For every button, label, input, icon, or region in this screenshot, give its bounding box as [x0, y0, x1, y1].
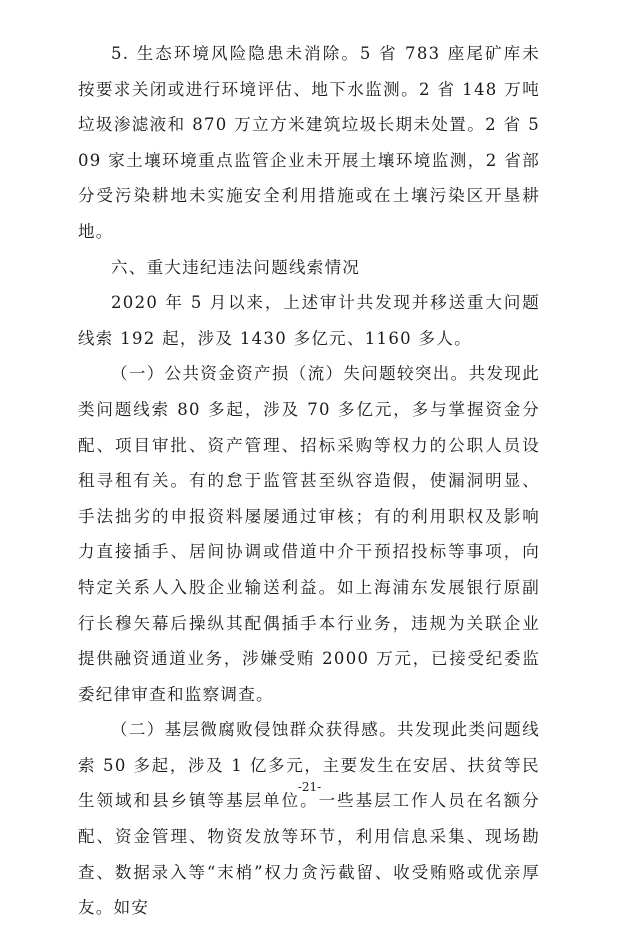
paragraph-text: 共发现此类问题线索 80 多起，涉及 70 多亿元，多与掌握资金分配、项目审批、资产管理、招标采购等权力的公职人员设租寻租有关。有的怠于监管甚至纵容造假，使漏洞明显、手法拙劣的申报资料屡屡通过审核；有的利用职权及影响力直接插手、居间协调或借道中介干预招投标等事项，向特定关系人入股企业输送利益。如上海浦东发展银行原副行长穆矢幕后操纵其配偶插手本行业务，违规为关联企业提供融资通道业务，涉嫌受贿 2000 万元，已接受纪委监委纪律审查和监察调查。: [78, 364, 540, 704]
section-heading-violations: 六、重大违纪违法问题线索情况: [111, 257, 361, 277]
sub-heading-public-funds: （一）公共资金资产损（流）失问题较突出。: [111, 364, 469, 384]
page-number: -21-: [297, 780, 322, 794]
paragraph-clues-summary: [78, 285, 540, 356]
paragraph-text: 5. 生态环境风险隐患未消除。5 省 783 座尾矿库未按要求关闭或进行环境评估、地下水监测。2 省 148 万吨垃圾渗滤液和 870 万立方米建筑垃圾长期未处置。2 省 509 家土壤环境重点监管企业未开展土壤环境监测，2 省部分受污染耕地未实施安全利用措施或在土壤污染区开垦耕地。: [78, 44, 540, 241]
paragraph-grassroots-corruption: [78, 712, 540, 926]
paragraph-public-funds-loss: [78, 356, 540, 712]
paragraph-ecological-risk: [78, 36, 540, 250]
paragraph-text: 2020 年 5 月以来，上述审计共发现并移送重大问题线索 192 起，涉及 1430 多亿元、1160 多人。: [78, 293, 540, 348]
sub-heading-grassroots: （二）基层微腐败侵蚀群众获得感。: [111, 720, 398, 740]
paragraph-text: 共发现此类问题线索 50 多起，涉及 1 亿多元，主要发生在安居、扶贫等民生领域和县乡镇等基层单位。一些基层工作人员在名额分配、资金管理、物资发放等环节，利用信息采集、现场勘查、数据录入等“末梢”权力贪污截留、收受贿赂或优亲厚友。如安: [78, 720, 540, 918]
